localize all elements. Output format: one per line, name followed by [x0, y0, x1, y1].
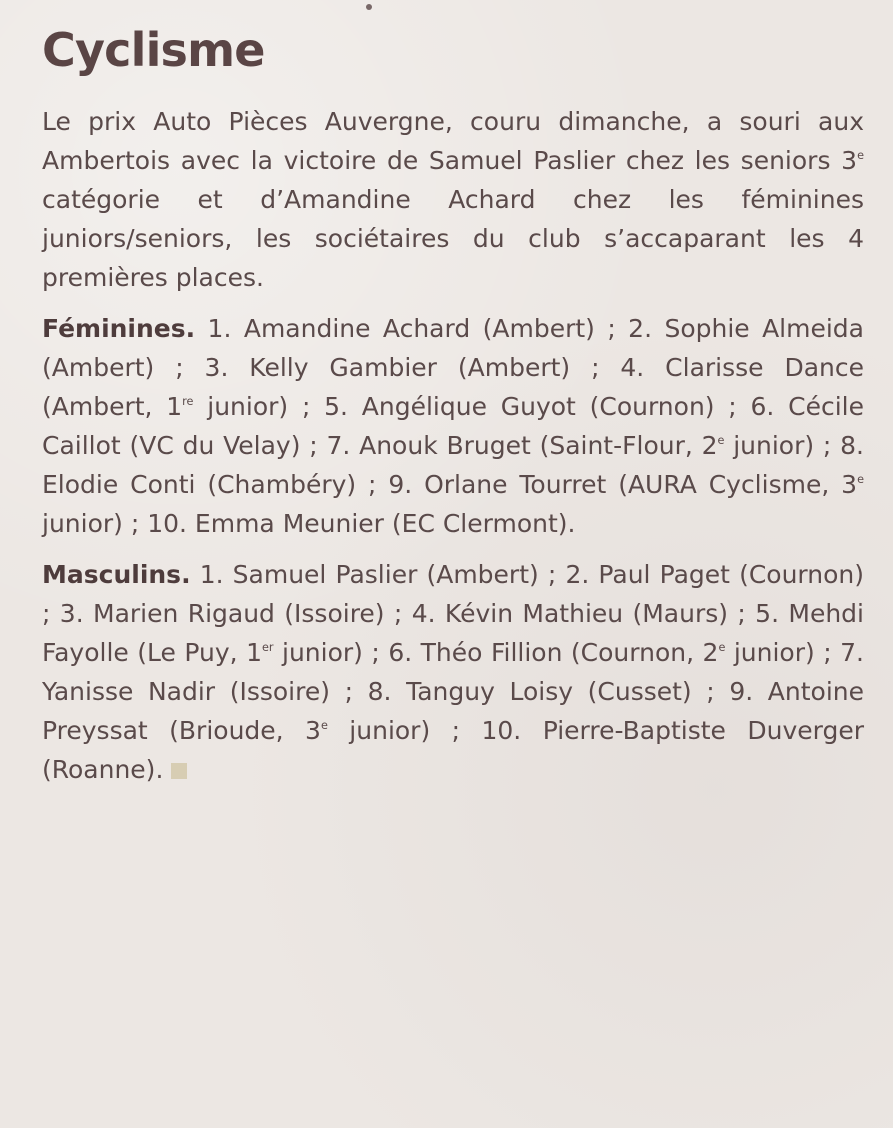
feminines-superscript-1: re — [182, 395, 194, 409]
masculins-superscript-2: e — [718, 641, 726, 655]
feminines-results — [42, 309, 864, 543]
masculins-text-4: junior) ; 10. Pierre-Baptiste Duverger (Roanne). — [42, 716, 864, 785]
lead-paragraph — [42, 102, 864, 297]
lead-text-2: catégorie et d’Amandine Achard chez les féminines juniors/seniors, les sociétaires du club s’accaparant les 4 premières places. — [42, 185, 864, 293]
masculins-text-2: junior) ; 6. Théo Fillion (Cournon, 2 — [273, 638, 719, 668]
masculins-results — [42, 555, 864, 789]
feminines-text-2: junior) ; 5. Angélique Guyot (Cournon) ; 6. Cécile Caillot (VC du Velay) ; 7. Anouk Bruget (Saint-Flour, 2 — [42, 392, 864, 461]
article — [42, 23, 865, 801]
lead-superscript-1: e — [857, 149, 864, 163]
masculins-superscript-1: er — [261, 641, 274, 655]
ink-speck — [366, 4, 372, 10]
feminines-superscript-2: e — [717, 434, 725, 448]
headline: Cyclisme — [42, 23, 265, 77]
lead-text-1: Le prix Auto Pièces Auvergne, couru dimanche, a souri aux Ambertois avec la victoire de Samuel Paslier chez les seniors 3 — [42, 107, 864, 176]
end-of-article-mark — [171, 763, 187, 779]
masculins-superscript-3: e — [320, 719, 328, 733]
masculins-text-3: junior) ; 7. Yanisse Nadir (Issoire) ; 8. Tanguy Loisy (Cusset) ; 9. Antoine Preyssat (Brioude, 3 — [42, 638, 865, 746]
masculins-text-1: 1. Samuel Paslier (Ambert) ; 2. Paul Paget (Cournon) ; 3. Marien Rigaud (Issoire) ; 4. Kévin Mathieu (Maurs) ; 5. Mehdi Fayolle (Le Puy, 1 — [42, 560, 864, 668]
feminines-label: Féminines. — [42, 314, 196, 344]
masculins-label: Masculins. — [42, 560, 191, 590]
feminines-superscript-3: e — [857, 473, 864, 487]
feminines-text-3: junior) ; 8. Elodie Conti (Chambéry) ; 9. Orlane Tourret (AURA Cyclisme, 3 — [42, 431, 864, 500]
feminines-text-4: junior) ; 10. Emma Meunier (EC Clermont). — [42, 509, 576, 539]
feminines-text-1: 1. Amandine Achard (Ambert) ; 2. Sophie Almeida (Ambert) ; 3. Kelly Gambier (Ambert) ; 4. Clarisse Dance (Ambert, 1 — [42, 314, 864, 422]
